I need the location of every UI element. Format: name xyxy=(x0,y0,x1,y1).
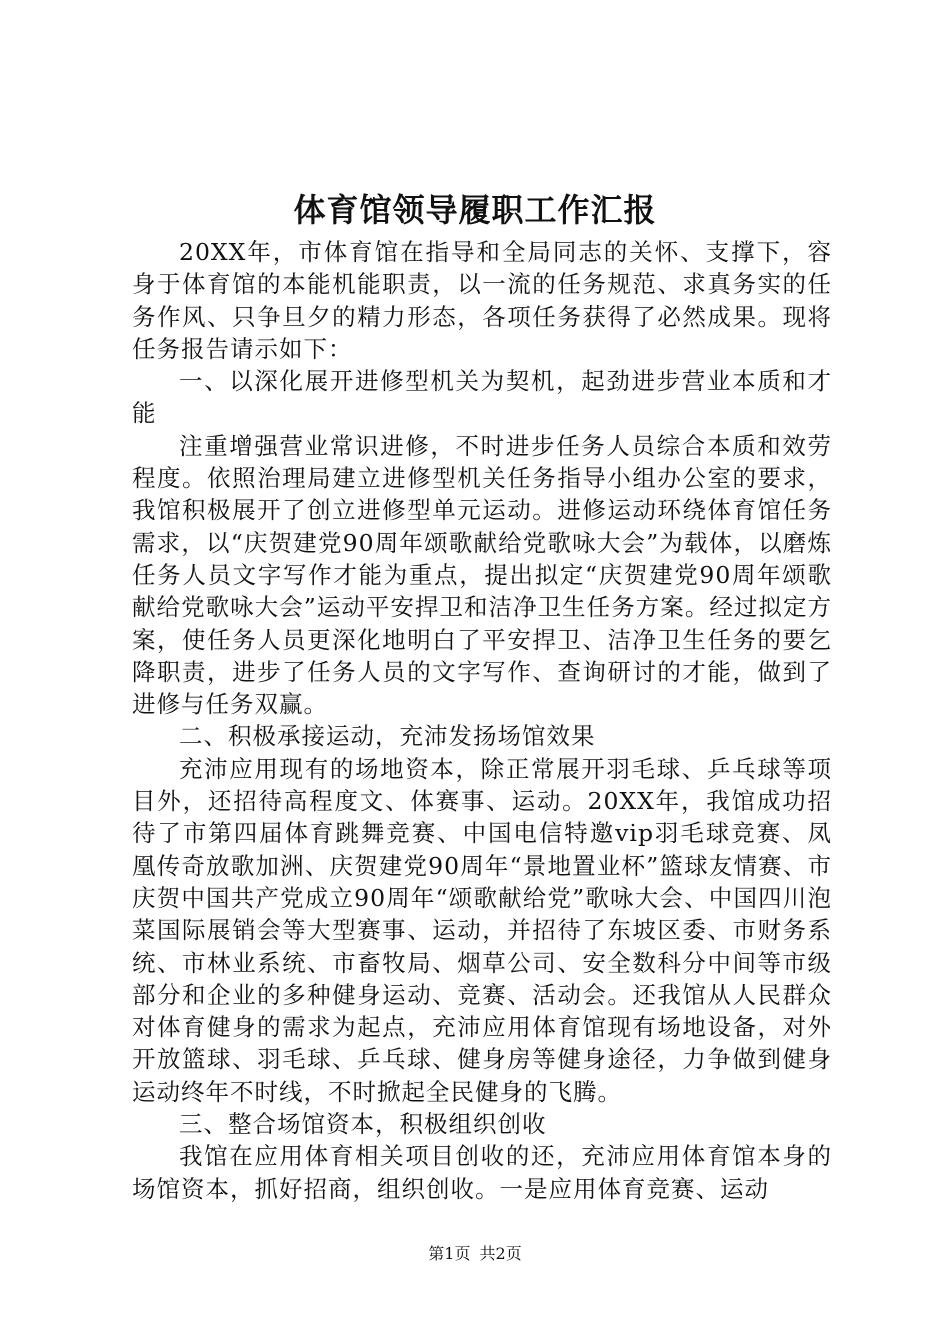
paragraph-section-3: 我馆在应用体育相关项目创收的还，充沛应用体育馆本身的场馆资本，抓好招商，组织创收。一是应用体育竞赛、运动 xyxy=(132,1142,832,1203)
paragraph-section-2: 充沛应用现有的场地资本，除正常展开羽毛球、乒乓球等项目外，还招待高程度文、体赛事、运动。20XX年，我馆成功招待了市第四届体育跳舞竞赛、中国电信特邀vip羽毛球竞赛、凤凰传奇放歌加洲、庆贺建党90周年“景地置业杯”篮球友情赛、市庆贺中国共产党成立90周年“颂歌献给党”歌咏大会、中国四川泡菜国际展销会等大型赛事、运动，并招待了东坡区委、市财务系统、市林业系统、市畜牧局、烟草公司、安全数科分中间等市级部分和企业的多种健身运动、竞赛、活动会。还我馆从人民群众对体育健身的需求为起点，充沛应用体育馆现有场地设备，对外开放篮球、羽毛球、乒乓球、健身房等健身途径，力争做到健身运动终年不时线，不时掀起全民健身的飞腾。 xyxy=(132,754,832,1106)
page-total: 共2页 xyxy=(479,1244,522,1263)
section-heading-2: 二、积极承接运动，充沛发扬场馆效果 xyxy=(179,722,596,751)
paragraph-section-1: 注重增强营业常识进修，不时进步任务人员综合本质和效劳程度。依照治理局建立进修型机关任务指导小组办公室的要求，我馆积极展开了创立进修型单元运动。进修运动环绕体育馆任务需求，以“庆贺建党90周年颂歌献给党歌咏大会”为载体，以磨炼任务人员文字写作才能为重点，提出拟定“庆贺建党90周年颂歌献给党歌咏大会”运动平安捍卫和洁净卫生任务方案。经过拟定方案，使任务人员更深化地明白了平安捍卫、洁净卫生任务的要乞降职责，进步了任务人员的文字写作、查询研讨的才能，做到了进修与任务双赢。 xyxy=(132,431,832,719)
document-body xyxy=(132,236,832,1205)
section-heading-1: 一、以深化展开进修型机关为契机，起劲进步营业本质和才能 xyxy=(132,367,832,428)
document-title: 体育馆领导履职工作汇报 xyxy=(293,191,657,229)
section-heading-3: 三、整合场馆资本，积极组织创收 xyxy=(179,1110,547,1139)
page-footer xyxy=(0,1242,950,1266)
paragraph-intro: 20XX年，市体育馆在指导和全局同志的关怀、支撑下，容身于体育馆的本能机能职责，以一流的任务规范、求真务实的任务作风、只争旦夕的精力形态，各项任务获得了必然成果。现将任务报告请示如下： xyxy=(132,238,832,363)
page-number: 第1页 xyxy=(428,1244,471,1263)
